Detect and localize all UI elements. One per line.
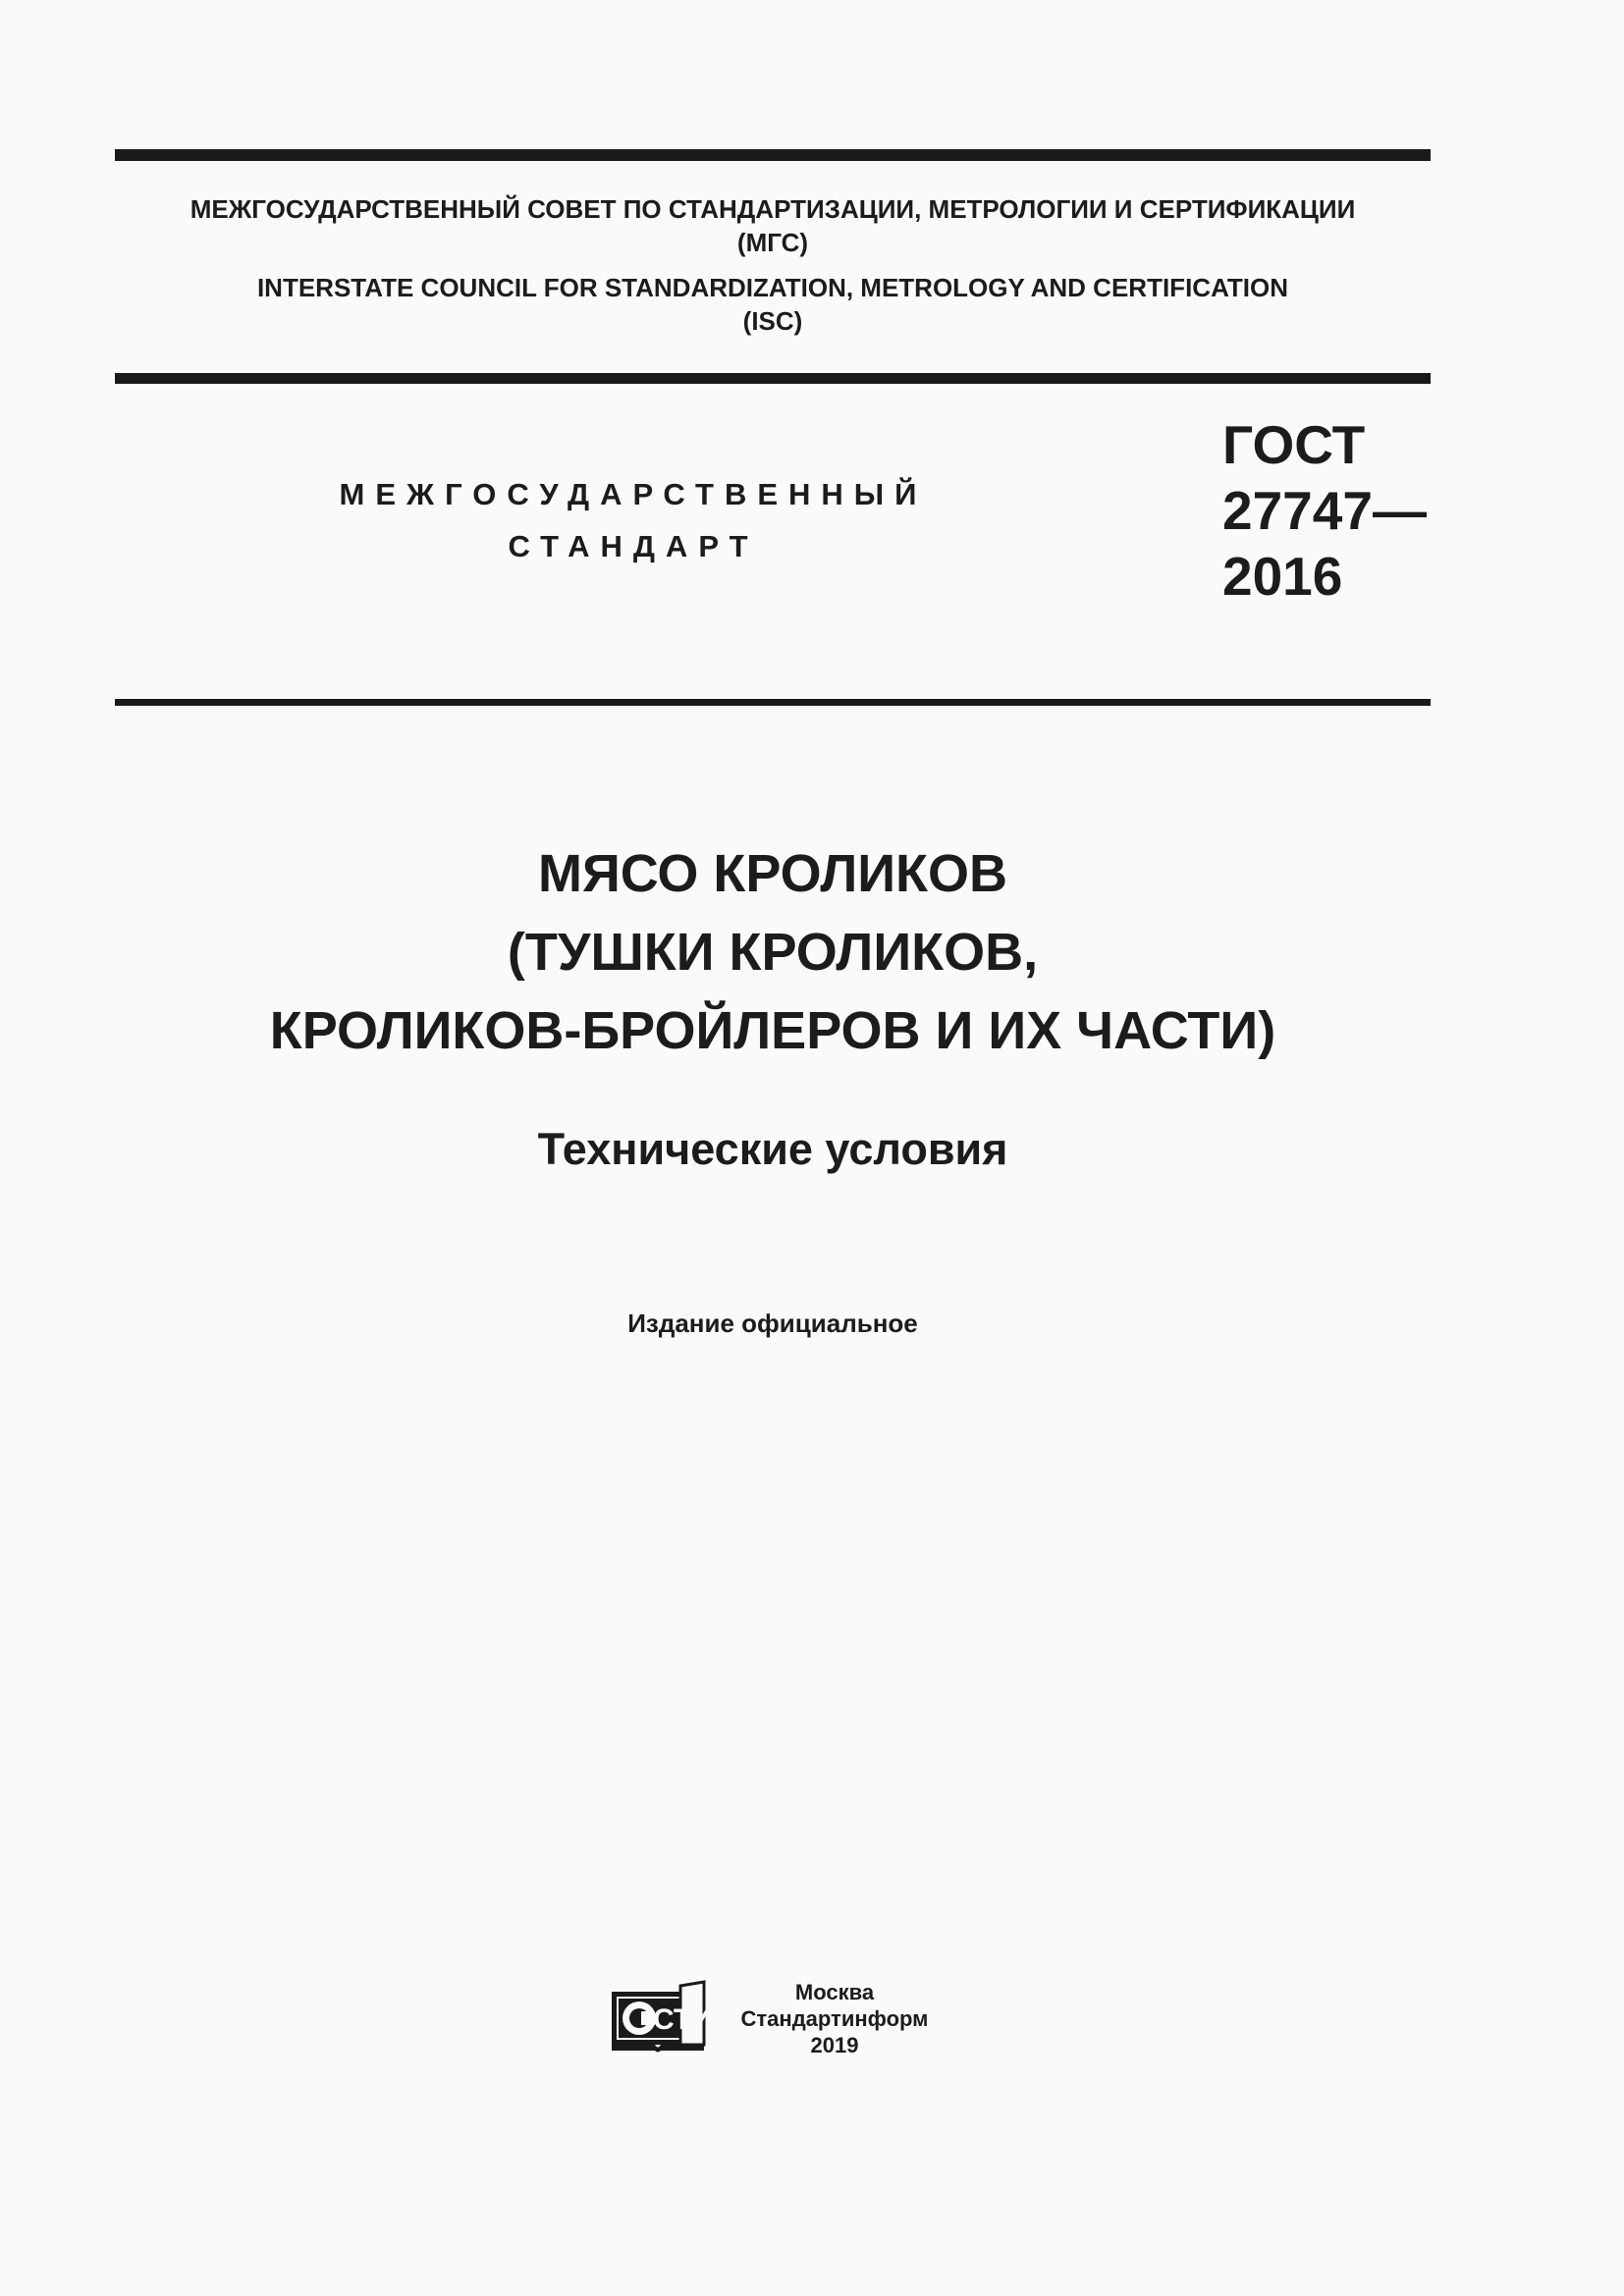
lower-rule — [115, 699, 1431, 706]
standard-designation — [1222, 412, 1427, 610]
council-name-ru: МЕЖГОСУДАРСТВЕННЫЙ СОВЕТ ПО СТАНДАРТИЗАЦИИ, МЕТРОЛОГИИ И СЕРТИФИКАЦИИ — [189, 194, 1356, 224]
designation-prefix: ГОСТ — [1222, 414, 1366, 475]
council-header — [115, 192, 1431, 338]
top-rule — [115, 149, 1431, 161]
standard-type-line2: СТАНДАРТ — [508, 529, 759, 563]
designation-year: 2016 — [1222, 546, 1343, 607]
document-title — [115, 834, 1431, 1070]
title-line1: МЯСО КРОЛИКОВ — [537, 844, 1008, 903]
publisher-year: 2019 — [810, 2033, 859, 2057]
standard-type-label — [295, 468, 972, 572]
standard-type-line1: МЕЖГОСУДАРСТВЕННЫЙ — [339, 477, 928, 511]
title-line3: КРОЛИКОВ-БРОЙЛЕРОВ И ИХ ЧАСТИ) — [269, 1001, 1276, 1060]
logo-text: СТИ — [653, 2003, 713, 2036]
publisher-name: Стандартинформ — [740, 2006, 929, 2031]
designation-number: 27747— — [1222, 480, 1427, 541]
council-abbr-en: (ISC) — [742, 306, 803, 336]
standartinform-logo-icon — [610, 1980, 713, 2053]
middle-rule — [115, 373, 1431, 384]
title-line2: (ТУШКИ КРОЛИКОВ, — [507, 923, 1039, 982]
publisher-block — [722, 1979, 947, 2058]
publisher-city: Москва — [794, 1980, 875, 2004]
edition-note: Издание официальное — [627, 1308, 918, 1338]
council-name-en: INTERSTATE COUNCIL FOR STANDARDIZATION, METROLOGY AND CERTIFICATION — [256, 273, 1289, 302]
document-subtitle: Технические условия — [537, 1124, 1008, 1174]
council-abbr-ru: (МГС) — [736, 228, 809, 257]
